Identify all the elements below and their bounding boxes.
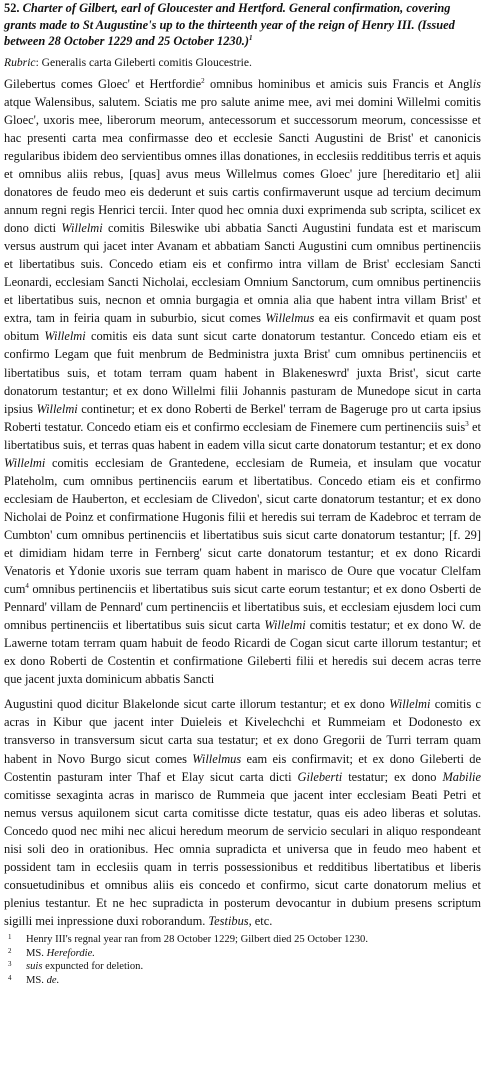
footnote-item (4, 960, 481, 974)
rubric-text: : Generalis carta Gileberti comitis Gloucestrie. (35, 55, 252, 69)
charter-text: comitisse sexaginta acras in marisco de Rummeia que jacent inter ecclesiam Beati Petri et nemus versus aquilonem sicut carta comitisse dicte testatur, quas eis adeo liberas et solutas. Concedo quod nec mihi nec alicui heredum meorum de servicio seculari in aliquo respondeant nisi soli deo in orationibus. Hec omnia supradicta et universa que in feudo meo habent et possident tam in ecclesiis quam in terris possessionibus et redditibus libertatibus et liberis consuetudinibus et omnibus aliis eis concedo et confirmo, sicut carte donatorum melius et plenius testantur. Et ne hec supradicta in posterum devocantur in dubium presens scriptum sigilli mei inpressione duxi roborandum. (4, 787, 481, 928)
charter-italic-text: Willelmi (61, 221, 103, 236)
charter-text: continetur; et ex dono Roberti de Berkel' terram de Bageruge pro ut carta ipsius Roberti testatur. Concedo etiam eis et confirmo ecclesiam de Finemere cum pertinenciis suis (4, 401, 481, 434)
footnote-item (4, 947, 481, 961)
rubric-label: Rubric (4, 55, 36, 69)
charter-italic-text: is (472, 76, 481, 91)
charter-italic-text: Gileberti (297, 769, 343, 784)
charter-text: comitis Bileswike ubi abbatia Sancti Augustini fundata est et mariscum versus austrum qui jacet inter Avanam et abbatiam Sancti Augustini cum omnibus pertinenciis et libertatibus suis. Concedo etiam eis et confirmo intra villam de Brist' ecclesiam Sancti Leonardi, ecclesiam Sancti Nicholai, ecclesiam Omnium Sanctorum, cum omnibus pertinenciis et libertatibus suis, necnon et omnia burgagia et omnia alia que habent intra villam Brist' et extra, tam in feiria quam in suburbio, sicut comes (4, 221, 482, 326)
footnote-number: 2 (8, 946, 12, 955)
charter-body (4, 75, 481, 930)
footnote-text (26, 933, 481, 947)
footnote-text (26, 947, 481, 961)
charter-text: comitis ecclesiam de Grantedene, ecclesiam de Rumeia, et insulam que vocatur Plateholm, cum omnibus pertinenciis earum et libertatibus. Concedo etiam eis et confirmo ecclesiam de Hauberton, et ecclesiam de Clivedon', sicut carte donatorum testantur; et ex dono Nicholai de Poinz et confirmatione Hugonis filii et heredis sui terram de Kadebroc et terram de Cumbton' cum omnibus pertinenciis et libertatibus suis sicut carte donatorum testantur; [f. 29] et dimidiam hidam terre in Fernberg' sicut carte donatorum testantur; et ex dono Ricardi Venatoris et Ydonie uxoris sue terram quam habent in marisco de Oure que vocatur Clelfam cum (4, 455, 481, 597)
charter-italic-text: Willelmi (264, 618, 306, 633)
charter-italic-text: Willelmi (36, 401, 78, 416)
footnote-text (26, 960, 481, 974)
charter-italic-text: Willelmi (44, 329, 86, 344)
footnote-italic-text: suis (26, 961, 43, 973)
charter-italic-text: Willelmi (4, 455, 46, 470)
charter-text: Gilebertus comes Gloec' et Hertfordie (4, 76, 202, 91)
footnote-ref: 3 (465, 419, 469, 428)
footnote-text: MS. (26, 947, 47, 959)
charter-italic-text: Mabilie (442, 769, 481, 784)
charter-text: omnibus hominibus et amicis suis Francis et Angl (204, 76, 473, 91)
footnotes (4, 933, 481, 988)
footnote-number: 1 (8, 932, 12, 941)
footnote-italic-text: de. (46, 975, 60, 987)
footnote-text: Henry III's regnal year ran from 28 October 1229; Gilbert died 25 October 1230. (26, 933, 368, 945)
charter-number: 52. (4, 1, 20, 15)
charter-italic-text: Willelmus (265, 311, 315, 326)
footnote-ref: 1 (249, 34, 253, 43)
footnote-number: 4 (8, 974, 12, 983)
footnote-item (4, 933, 481, 947)
charter-italic-text: Willelmus (192, 751, 242, 766)
charter-text: omnibus pertinenciis et libertatibus suis sicut carte eorum testantur; et ex dono Osberti de Pennard' villam de Pennard' cum pertinenciis et libertatibus suis, et ecclesiam ejusdem loci cum omnibus pertinenciis et libertatibus suis sicut carta (4, 582, 481, 633)
charter-text: Augustini quod dicitur Blakelonde sicut carte illorum testantur; et ex dono (4, 697, 390, 712)
footnote-item (4, 974, 481, 988)
page-break-gap (4, 688, 481, 695)
footnote-text (26, 974, 481, 988)
footnote-text: expuncted for deletion. (42, 961, 144, 973)
footnote-ref: 4 (25, 582, 29, 591)
charter-italic-text: Testibus (208, 913, 249, 928)
footnote-number: 3 (8, 960, 12, 969)
charter-heading (4, 0, 481, 50)
rubric-line (4, 55, 481, 70)
charter-text: testatur; ex dono (342, 769, 443, 784)
charter-text: , etc. (248, 913, 273, 928)
charter-text: comitis c acras in Kibur que jacent inter Duieleis et Kivelechchi et Rummeiam et Dodonesto ex transverso in transversum sicut carta sua testatur; et ex dono Gregorii de Turri terram quam habent in Novo Burgo sicut comes (4, 697, 481, 766)
footnote-ref: 2 (201, 76, 205, 85)
charter-text: et libertatibus suis, et terras quas habent in eadem villa sicut carte donatorum testantur; et ex dono (4, 419, 481, 452)
footnote-text: MS. (26, 975, 47, 987)
charter-text: eam eis confirmavit; et ex dono Gileberti de Costentin pasturam inter Thaf et Elay sicut carta dicti (4, 751, 481, 784)
charter-title: Charter of Gilbert, earl of Gloucester and Hertford. General confirmation, covering grants made to St Augustine's up to the thirteenth year of the reign of Henry III. (Issued between 28 October 1229 and 25 October 1230.) (4, 1, 455, 49)
charter-text: ea eis confirmavit et quam post obitum (4, 311, 481, 344)
charter-paragraph-2 (4, 695, 481, 930)
charter-text: comitis testatur; et ex dono W. de Lawerne totam terram quam habuit de feodo Ricardi de Cogan sicut carte illorum testantur; et ex dono Roberti de Costentin et confirmatione Gileberti filii et heredis sui decem acras terre que jacent juxta dominicum abbatis Sancti (4, 618, 482, 687)
footnote-italic-text: Herefordie. (46, 947, 95, 959)
charter-italic-text: Willelmi (389, 697, 431, 712)
charter-text: atque Walensibus, salutem. Sciatis me pro salute anime mee, avi mei domini Willelmi comitis Gloec', uxoris mee, liberorum meorum, antecessorum et successorum meorum, concessisse et hac presenti carta mea confirmasse deo et ecclesie Sancti Augustini de Brist' et canonicis regularibus ibidem deo servientibus omnes illas donationes, in ecclesiis redditibus terris et aquis et omnibus aliis rebus, [quas] avus meus Willelmus comes Gloec' jure [hereditario et] alii donatores de feudo meo eis dederunt et suis cartis confirmaverunt usque ad tercium decimum annum regni regis Henrici tercii. Inter quod hec omnia duxi exprimenda sub scripta, scilicet ex dono dicti (4, 94, 481, 236)
charter-paragraph-1 (4, 75, 481, 689)
charter-text: comitis eis data sunt sicut carte donatorum testantur. Concedo etiam eis et confirmo Legam que fuit menbrum de Bedministra juxta Brist' cum omnibus pertinenciis et libertatibus suis, et totam terram quam habent in Blakeneswrd' juxta Brist', sicut carte donatorum testantur; et ex dono Willelmi filii Johannis pasturam de Munedope sicut in carta ipsius (4, 329, 481, 416)
